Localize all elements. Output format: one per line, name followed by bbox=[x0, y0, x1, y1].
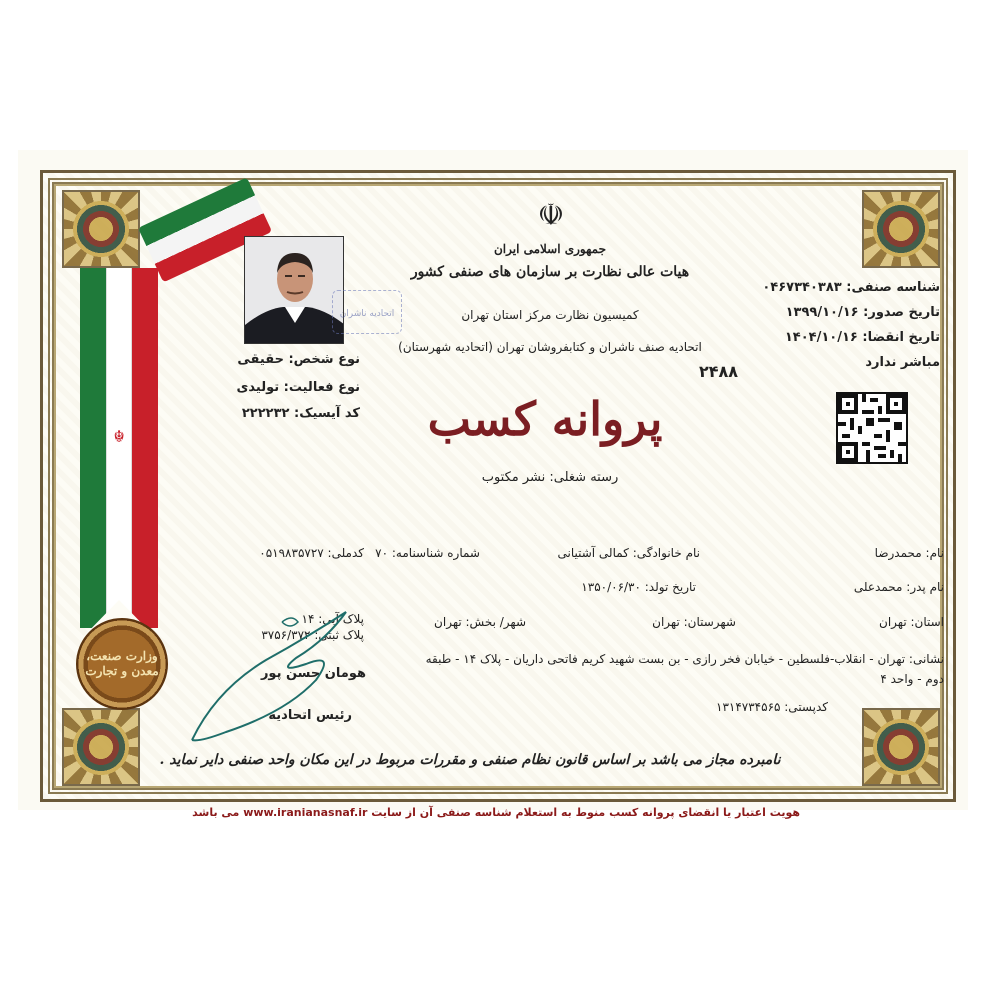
republic-title: جمهوری اسلامی ایران bbox=[493, 242, 607, 256]
signer-role: رئیس اتحادیه bbox=[268, 708, 352, 723]
holder-photo bbox=[244, 236, 344, 344]
field-county: شهرستان: تهران bbox=[652, 615, 736, 629]
verification-note: هویت اعتبار یا انقضای پروانه کسب منوط به استعلام شناسه صنفی آن از سایت www.iranianasnaf.ir می باشد bbox=[192, 806, 800, 819]
qr-code bbox=[836, 392, 908, 464]
field-address: نشانی: تهران - انقلاب-فلسطین - خیابان فخر رازی - بن بست شهید کریم فاتحی داریان - پلاک ۱۴ - طبقه bbox=[425, 652, 944, 666]
license-number: ۲۴۸۸ bbox=[698, 362, 738, 381]
field-family-name: نام خانوادگی: کمالی آشتیانی bbox=[557, 546, 700, 560]
ministry-seal bbox=[76, 618, 168, 710]
field-name: نام: محمدرضا bbox=[874, 546, 944, 560]
field-national-code: کدملی: ۰۵۱۹۸۳۵۷۲۷ bbox=[259, 546, 364, 560]
issue-date: تاریخ صدور: ۱۳۹۹/۱۰/۱۶ bbox=[785, 305, 940, 320]
activity-type: نوع فعالیت: تولیدی bbox=[236, 380, 360, 395]
field-plate-blue: پلاک آبی: ۱۴ bbox=[301, 612, 364, 626]
signer-name: هومان حسن پور bbox=[260, 666, 366, 681]
field-city: شهر/ بخش: تهران bbox=[434, 615, 526, 629]
field-province: استان: تهران bbox=[879, 615, 944, 629]
union-title: اتحادیه صنف ناشران و کتابفروشان تهران (اتحادیه شهرستان) bbox=[398, 340, 702, 354]
iran-emblem-icon: ☫ bbox=[537, 198, 565, 233]
field-plate-registration: پلاک ثبتی: ۳۷۵۶/۳۷۲ bbox=[261, 628, 364, 642]
field-id-number: شماره شناسنامه: ۷۰ bbox=[375, 546, 480, 560]
corner-ornament-bottom-right bbox=[862, 708, 940, 786]
field-father-name: نام پدر: محمدعلی bbox=[853, 580, 944, 594]
certificate-title: پروانه کسب bbox=[427, 392, 663, 446]
field-address-continued: دوم - واحد ۴ bbox=[880, 672, 944, 686]
guild-id: شناسه صنفی: ۰۴۶۷۳۴۰۳۸۳ bbox=[762, 280, 940, 295]
corner-ornament-bottom-left bbox=[62, 708, 140, 786]
expiry-date: تاریخ انقضا: ۱۴۰۴/۱۰/۱۶ bbox=[784, 330, 940, 345]
manager-status: مباشر ندارد bbox=[865, 355, 940, 370]
flag-green-stripe bbox=[80, 268, 106, 628]
job-category: رسته شغلی: نشر مکتوب bbox=[481, 470, 619, 485]
ministry-seal-text: وزارت صنعت، معدن و تجارت bbox=[85, 649, 159, 678]
iran-flag-ribbon bbox=[78, 228, 168, 628]
person-type: نوع شخص: حقیقی bbox=[237, 352, 360, 367]
board-title: هیات عالی نظارت بر سازمان های صنفی کشور bbox=[410, 264, 690, 280]
flag-red-stripe bbox=[132, 268, 158, 628]
corner-ornament-top-right bbox=[862, 190, 940, 268]
iran-emblem-icon: ☬ bbox=[113, 427, 125, 446]
field-birth-date: تاریخ تولد: ۱۳۵۰/۰۶/۳۰ bbox=[581, 580, 696, 594]
commission-title: کمیسیون نظارت مرکز استان تهران bbox=[461, 308, 639, 322]
isic-code: کد آیسیک: ۲۲۲۲۳۲ bbox=[241, 406, 360, 421]
field-postal-code: کدپستی: ۱۳۱۴۷۳۴۵۶۵ bbox=[716, 700, 828, 714]
permission-statement: نامبرده مجاز می باشد بر اساس قانون نظام صنفی و مقررات مربوط در این مکان واحد صنفی دایر نماید . bbox=[159, 752, 781, 768]
flag-white-stripe bbox=[106, 268, 132, 628]
union-stamp-text: اتحادیه ناشران bbox=[339, 309, 395, 319]
